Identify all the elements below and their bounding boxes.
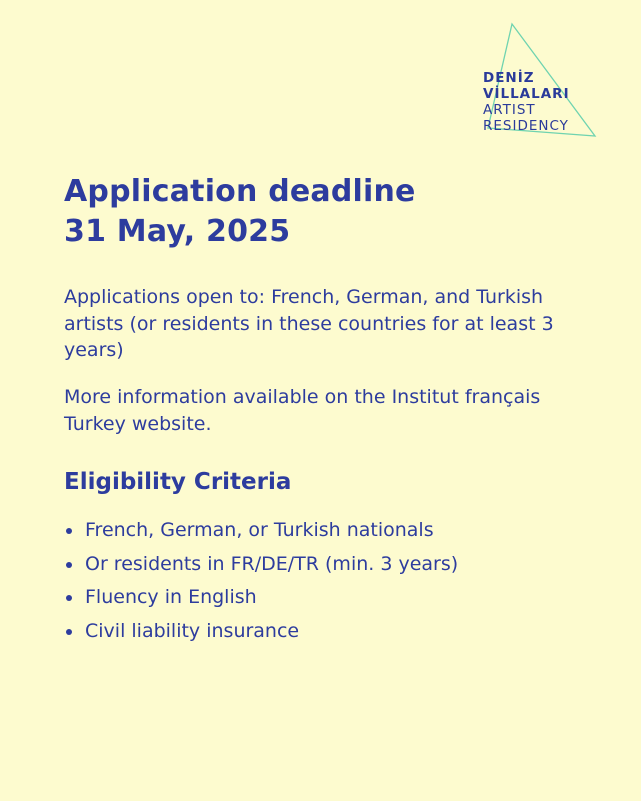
- logo-line-3: ARTIST: [483, 102, 536, 118]
- logo-line-4: RESIDENCY: [483, 118, 569, 134]
- more-info-text: More information available on the Institut français Turkey website.: [64, 386, 541, 435]
- list-item-label: French, German, or Turkish nationals: [85, 519, 434, 541]
- bullet-icon: [66, 528, 72, 534]
- list-item-label: Or residents in FR/DE/TR (min. 3 years): [85, 552, 459, 575]
- list-item: [64, 548, 458, 582]
- list-item: [64, 514, 458, 548]
- deadline-heading: [64, 172, 416, 252]
- logo-line-1: DENİZ: [483, 70, 535, 86]
- list-item-label: Fluency in English: [85, 586, 257, 608]
- list-item: [64, 581, 458, 615]
- deadline-date: 31 May, 2025: [64, 214, 291, 249]
- deadline-heading-line-1: Application deadline: [64, 174, 416, 209]
- residency-logo: [480, 22, 600, 142]
- bullet-icon: [66, 629, 72, 635]
- list-item: [64, 615, 458, 649]
- eligibility-title: Eligibility Criteria: [64, 469, 292, 495]
- logo-line-2: VİLLALARI: [483, 86, 570, 102]
- bullet-icon: [66, 595, 72, 601]
- bullet-icon: [66, 562, 72, 568]
- applications-open-text: Applications open to: French, German, and Turkish artists (or residents in these countries for at least 3 years): [64, 286, 554, 361]
- list-item-label: Civil liability insurance: [85, 619, 300, 642]
- logo-wordmark: [483, 70, 570, 134]
- eligibility-list: [64, 514, 458, 648]
